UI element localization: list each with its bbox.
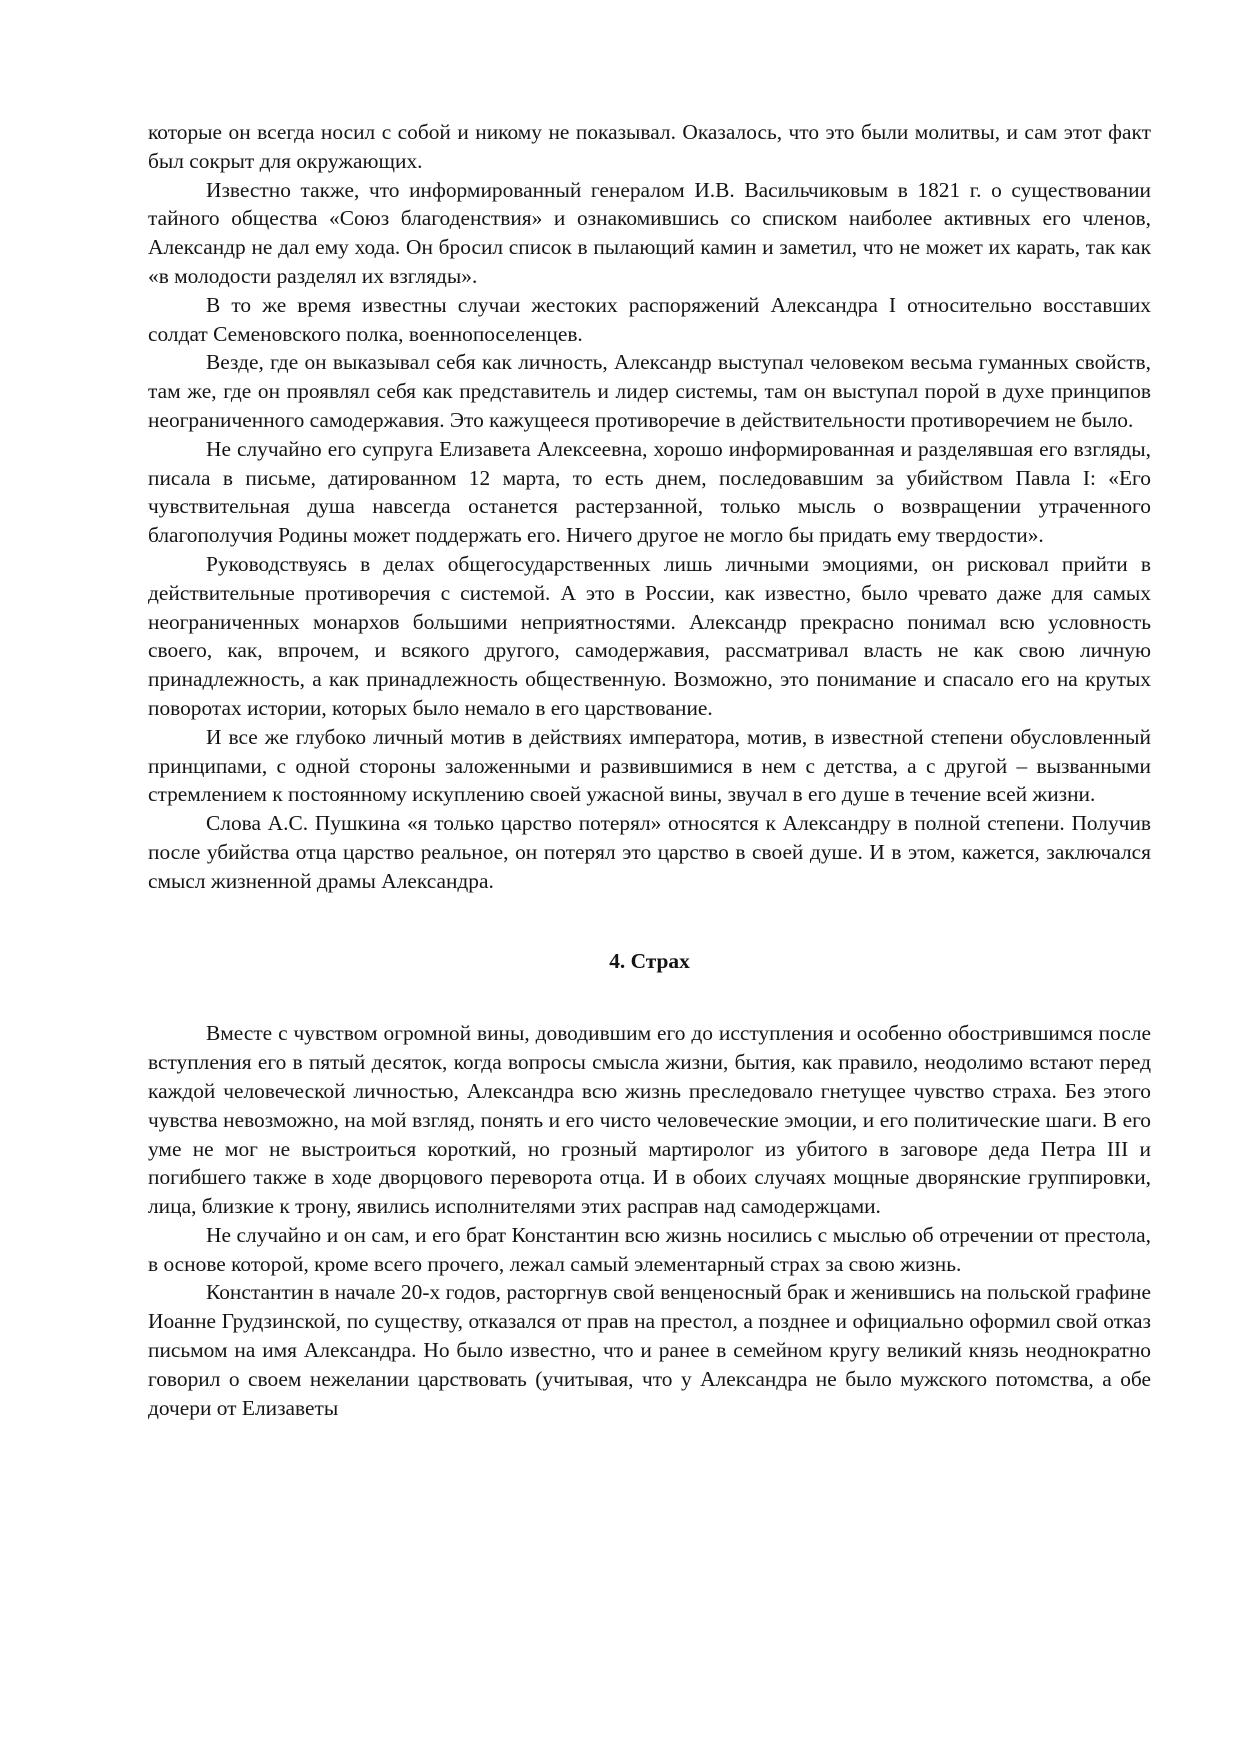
paragraph: Везде, где он выказывал себя как личность, Александр выступал человеком весьма гуманных свойств, там же, где он проявлял себя как представитель и лидер системы, там он выступал порой в духе принципов неограниченного самодержавия. Это кажущееся противоречие в действительности противоречием не было. (148, 350, 1151, 432)
paragraph: Известно также, что информированный генералом И.В. Васильчиковым в 1821 г. о существовании тайного общества «Союз благоденствия» и ознакомившись со списком наиболее активных его членов, Александр не дал ему хода. Он бросил список в пылающий камин и заметил, что не может их карать, так как «в молодости разделял их взгляды». (148, 177, 1151, 288)
paragraph: Константин в начале 20-х годов, расторгнув свой венценосный брак и женившись на польской графине Иоанне Грудзинской, по существу, отказался от прав на престол, а позднее и официально оформил свой отказ письмом на имя Александра. Но было известно, что и ранее в семейном кругу великий князь неоднократно говорил о своем нежелании царствовать (учитывая, что у Александра не было мужского потомства, а обе дочери от Елизаветы (148, 1280, 1151, 1420)
paragraph: которые он всегда носил с собой и никому не показывал. Оказалось, что это были молитвы, и сам этот факт был сокрыт для окружающих. (148, 120, 1151, 173)
spacer (148, 896, 1151, 947)
document-page (148, 118, 1151, 1422)
paragraph: Не случайно его супруга Елизавета Алексеевна, хорошо информированная и разделявшая его взгляды, писала в письме, датированном 12 марта, то есть днем, последовавшим за убийством Павла I: «Его чувствительная душа навсегда останется растерзанной, только мысль о возвращении утраченного благополучия Родины может поддержать его. Ничего другое не могло бы придать ему твердости». (148, 436, 1151, 548)
paragraph: Вместе с чувством огромной вины, доводившим его до исступления и особенно обострившимся после вступления его в пятый десяток, когда вопросы смысла жизни, бытия, как правило, неодолимо встают перед каждой человеческой личностью, Александра всю жизнь преследовало гнетущее чувство страха. Без этого чувства невозможно, на мой взгляд, понять и его чисто человеческие эмоции, и его политические шаги. В его уме не мог не выстроиться короткий, но грозный мартиролог из убитого в заговоре деда Петра III и погибшего также в ходе дворцового переворота отца. И в обоих случаях мощные дворянские группировки, лица, близкие к трону, явились исполнителями этих расправ над самодержцами. (148, 1021, 1151, 1219)
spacer (148, 975, 1151, 1019)
paragraph: И все же глубоко личный мотив в действиях императора, мотив, в известной степени обусловленный принципами, с одной стороны заложенными и развившимися в нем с детства, а с другой – вызванными стремлением к постоянному искуплению своей ужасной вины, звучал в его душе в течение всей жизни. (148, 724, 1151, 807)
section-heading: 4. Страх (609, 948, 690, 973)
paragraph: Слова А.С. Пушкина «я только царство потерял» относятся к Александру в полной степени. Получив после убийства отца царство реальное, он потерял это царство в своей душе. И в этом, кажется, заключался смысл жизненной драмы Александра. (148, 811, 1151, 893)
paragraph: Не случайно и он сам, и его брат Константин всю жизнь носились с мыслью об отречении от престола, в основе которой, кроме всего прочего, лежал самый элементарный страх за свою жизнь. (148, 1222, 1151, 1276)
paragraph: В то же время известны случаи жестоких распоряжений Александра I относительно восставших солдат Семеновского полка, военнопоселенцев. (148, 292, 1151, 346)
paragraph: Руководствуясь в делах общегосударственных лишь личными эмоциями, он рисковал прийти в действительные противоречия с системой. А это в России, как известно, было чревато даже для самых неограниченных монархов большими неприятностями. Александр прекрасно понимал всю условность своего, как, впрочем, и всякого другого, самодержавия, рассматривал власть не как свою личную принадлежность, а как принадлежность общественную. Возможно, это понимание и спасало его на крутых поворотах истории, которых было немало в его царствование. (148, 551, 1151, 720)
